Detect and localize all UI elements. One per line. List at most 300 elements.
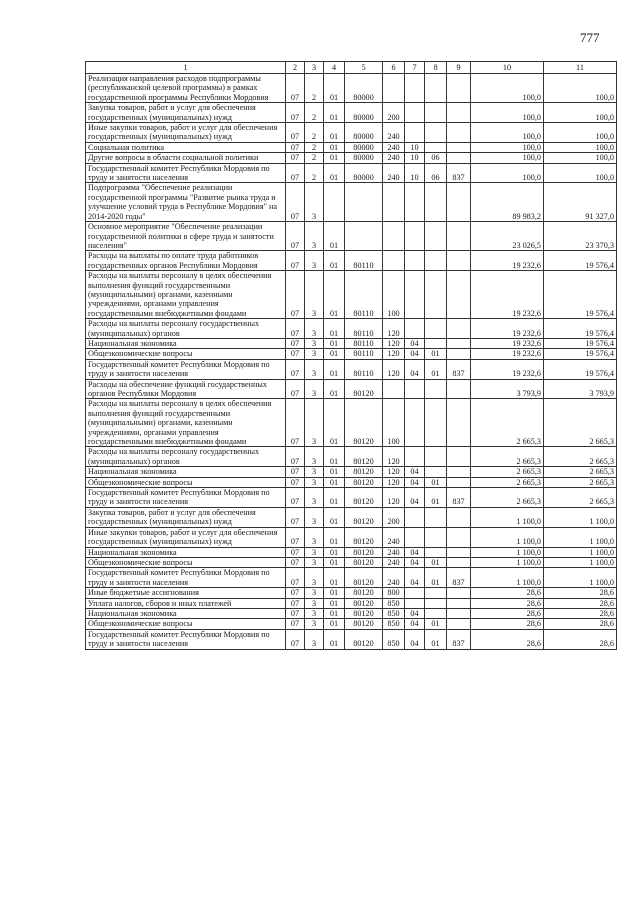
code-section bbox=[405, 588, 425, 598]
code-section bbox=[405, 271, 425, 319]
code-program: 3 bbox=[305, 379, 324, 399]
code-expense-type: 850 bbox=[383, 629, 405, 649]
amount-col-10: 28,6 bbox=[471, 608, 544, 618]
row-name: Реализация направления расходов подпрограммы (республиканской целевой программы) в рамках государственной программы Республики Мордовия bbox=[86, 74, 286, 103]
code-subprogram: 01 bbox=[324, 598, 345, 608]
table-row bbox=[86, 598, 617, 608]
code-direction: 80000 bbox=[345, 123, 383, 143]
code-department bbox=[447, 527, 471, 547]
code-subprogram: 01 bbox=[324, 447, 345, 467]
amount-col-11: 28,6 bbox=[544, 598, 617, 608]
amount-col-10: 2 665,3 bbox=[471, 467, 544, 477]
amount-col-10: 1 100,0 bbox=[471, 568, 544, 588]
code-subprogram: 01 bbox=[324, 271, 345, 319]
amount-col-10: 1 100,0 bbox=[471, 547, 544, 557]
amount-col-11: 100,0 bbox=[544, 74, 617, 103]
code-subprogram: 01 bbox=[324, 399, 345, 447]
row-name: Государственный комитет Республики Мордовия по труду и занятости населения bbox=[86, 359, 286, 379]
code-ministry: 07 bbox=[286, 74, 305, 103]
code-ministry: 07 bbox=[286, 557, 305, 567]
code-section bbox=[405, 507, 425, 527]
code-ministry: 07 bbox=[286, 477, 305, 487]
code-expense-type: 850 bbox=[383, 608, 405, 618]
code-ministry: 07 bbox=[286, 619, 305, 629]
code-subsection bbox=[425, 608, 447, 618]
code-department bbox=[447, 598, 471, 608]
row-name: Расходы на выплаты персоналу государственных (муниципальных) органов bbox=[86, 319, 286, 339]
code-ministry: 07 bbox=[286, 142, 305, 152]
code-direction: 80000 bbox=[345, 74, 383, 103]
code-department bbox=[447, 222, 471, 251]
code-subprogram: 01 bbox=[324, 222, 345, 251]
row-name: Национальная экономика bbox=[86, 608, 286, 618]
amount-col-10: 100,0 bbox=[471, 142, 544, 152]
column-header: 11 bbox=[544, 62, 617, 74]
code-subsection bbox=[425, 399, 447, 447]
code-direction: 80120 bbox=[345, 379, 383, 399]
table-row bbox=[86, 547, 617, 557]
code-subprogram: 01 bbox=[324, 488, 345, 508]
column-header: 10 bbox=[471, 62, 544, 74]
code-ministry: 07 bbox=[286, 608, 305, 618]
table-body bbox=[86, 74, 617, 650]
code-subprogram: 01 bbox=[324, 629, 345, 649]
amount-col-10: 19 232,6 bbox=[471, 349, 544, 359]
amount-col-10: 3 793,9 bbox=[471, 379, 544, 399]
code-subprogram: 01 bbox=[324, 547, 345, 557]
code-expense-type: 120 bbox=[383, 359, 405, 379]
amount-col-11: 100,0 bbox=[544, 153, 617, 163]
code-ministry: 07 bbox=[286, 488, 305, 508]
code-expense-type: 120 bbox=[383, 467, 405, 477]
code-expense-type bbox=[383, 379, 405, 399]
amount-col-10: 28,6 bbox=[471, 629, 544, 649]
code-section: 04 bbox=[405, 619, 425, 629]
code-section: 04 bbox=[405, 338, 425, 348]
code-expense-type: 200 bbox=[383, 103, 405, 123]
column-header: 8 bbox=[425, 62, 447, 74]
code-subsection: 01 bbox=[425, 557, 447, 567]
code-expense-type: 240 bbox=[383, 153, 405, 163]
code-ministry: 07 bbox=[286, 588, 305, 598]
code-direction: 80110 bbox=[345, 338, 383, 348]
table-row bbox=[86, 527, 617, 547]
code-ministry: 07 bbox=[286, 338, 305, 348]
code-ministry: 07 bbox=[286, 629, 305, 649]
code-department bbox=[447, 142, 471, 152]
code-subsection: 01 bbox=[425, 477, 447, 487]
table-row bbox=[86, 608, 617, 618]
code-expense-type: 240 bbox=[383, 123, 405, 143]
code-subsection: 01 bbox=[425, 359, 447, 379]
budget-table bbox=[85, 61, 617, 650]
code-subsection bbox=[425, 447, 447, 467]
code-program: 3 bbox=[305, 349, 324, 359]
table-row bbox=[86, 338, 617, 348]
code-subsection: 01 bbox=[425, 349, 447, 359]
code-direction: 80120 bbox=[345, 598, 383, 608]
code-department bbox=[447, 74, 471, 103]
code-section: 04 bbox=[405, 608, 425, 618]
code-program: 3 bbox=[305, 183, 324, 222]
code-subsection: 01 bbox=[425, 629, 447, 649]
table-row bbox=[86, 153, 617, 163]
code-program: 3 bbox=[305, 619, 324, 629]
amount-col-11: 19 576,4 bbox=[544, 251, 617, 271]
code-program: 3 bbox=[305, 251, 324, 271]
code-ministry: 07 bbox=[286, 103, 305, 123]
code-subsection bbox=[425, 598, 447, 608]
column-header: 3 bbox=[305, 62, 324, 74]
code-program: 2 bbox=[305, 103, 324, 123]
code-subprogram: 01 bbox=[324, 588, 345, 598]
code-department bbox=[447, 103, 471, 123]
amount-col-10: 28,6 bbox=[471, 619, 544, 629]
code-section: 04 bbox=[405, 547, 425, 557]
table-row bbox=[86, 183, 617, 222]
code-expense-type: 120 bbox=[383, 338, 405, 348]
code-subsection bbox=[425, 103, 447, 123]
amount-col-11: 1 100,0 bbox=[544, 547, 617, 557]
code-program: 3 bbox=[305, 477, 324, 487]
code-subsection bbox=[425, 547, 447, 557]
code-program: 3 bbox=[305, 488, 324, 508]
code-program: 3 bbox=[305, 507, 324, 527]
column-header: 2 bbox=[286, 62, 305, 74]
code-section bbox=[405, 123, 425, 143]
code-program: 3 bbox=[305, 222, 324, 251]
code-section: 04 bbox=[405, 557, 425, 567]
code-ministry: 07 bbox=[286, 547, 305, 557]
amount-col-11: 3 793,9 bbox=[544, 379, 617, 399]
row-name: Расходы на обеспечение функций государственных органов Республики Мордовия bbox=[86, 379, 286, 399]
code-program: 3 bbox=[305, 598, 324, 608]
page-number: 777 bbox=[580, 30, 600, 45]
code-program: 3 bbox=[305, 319, 324, 339]
code-section bbox=[405, 379, 425, 399]
code-department bbox=[447, 507, 471, 527]
code-expense-type: 120 bbox=[383, 488, 405, 508]
code-expense-type: 120 bbox=[383, 477, 405, 487]
code-program: 2 bbox=[305, 163, 324, 183]
code-direction bbox=[345, 222, 383, 251]
code-department: 837 bbox=[447, 629, 471, 649]
code-ministry: 07 bbox=[286, 271, 305, 319]
code-direction: 80120 bbox=[345, 547, 383, 557]
code-section bbox=[405, 251, 425, 271]
code-program: 3 bbox=[305, 338, 324, 348]
code-subsection: 06 bbox=[425, 163, 447, 183]
row-name: Общеэкономические вопросы bbox=[86, 349, 286, 359]
code-ministry: 07 bbox=[286, 527, 305, 547]
code-subsection bbox=[425, 319, 447, 339]
code-program: 3 bbox=[305, 568, 324, 588]
code-direction: 80120 bbox=[345, 619, 383, 629]
code-section bbox=[405, 183, 425, 222]
code-subsection bbox=[425, 588, 447, 598]
amount-col-10: 2 665,3 bbox=[471, 399, 544, 447]
amount-col-11: 1 100,0 bbox=[544, 557, 617, 567]
code-direction: 80000 bbox=[345, 163, 383, 183]
code-subsection: 01 bbox=[425, 488, 447, 508]
amount-col-10: 19 232,6 bbox=[471, 359, 544, 379]
code-expense-type: 100 bbox=[383, 399, 405, 447]
code-subprogram: 01 bbox=[324, 608, 345, 618]
code-ministry: 07 bbox=[286, 447, 305, 467]
code-expense-type: 240 bbox=[383, 142, 405, 152]
amount-col-10: 19 232,6 bbox=[471, 319, 544, 339]
code-direction: 80120 bbox=[345, 477, 383, 487]
amount-col-11: 100,0 bbox=[544, 163, 617, 183]
code-program: 2 bbox=[305, 153, 324, 163]
amount-col-10: 1 100,0 bbox=[471, 507, 544, 527]
amount-col-10: 2 665,3 bbox=[471, 447, 544, 467]
code-subsection bbox=[425, 467, 447, 477]
code-direction: 80110 bbox=[345, 251, 383, 271]
code-program: 3 bbox=[305, 271, 324, 319]
column-header: 9 bbox=[447, 62, 471, 74]
code-subprogram: 01 bbox=[324, 477, 345, 487]
table-row bbox=[86, 103, 617, 123]
code-expense-type: 240 bbox=[383, 163, 405, 183]
code-subsection bbox=[425, 527, 447, 547]
code-program: 2 bbox=[305, 142, 324, 152]
code-subprogram: 01 bbox=[324, 153, 345, 163]
code-subprogram: 01 bbox=[324, 163, 345, 183]
code-subprogram: 01 bbox=[324, 103, 345, 123]
code-expense-type bbox=[383, 183, 405, 222]
code-department bbox=[447, 608, 471, 618]
row-name: Государственный комитет Республики Мордовия по труду и занятости населения bbox=[86, 488, 286, 508]
code-subprogram: 01 bbox=[324, 338, 345, 348]
row-name: Общеэкономические вопросы bbox=[86, 477, 286, 487]
amount-col-11: 1 100,0 bbox=[544, 568, 617, 588]
amount-col-11: 2 665,3 bbox=[544, 447, 617, 467]
amount-col-11: 100,0 bbox=[544, 123, 617, 143]
code-department bbox=[447, 588, 471, 598]
code-department bbox=[447, 271, 471, 319]
code-ministry: 07 bbox=[286, 568, 305, 588]
amount-col-10: 19 232,6 bbox=[471, 251, 544, 271]
code-department bbox=[447, 447, 471, 467]
column-header: 4 bbox=[324, 62, 345, 74]
code-program: 3 bbox=[305, 447, 324, 467]
code-program: 3 bbox=[305, 547, 324, 557]
code-section bbox=[405, 222, 425, 251]
row-name: Другие вопросы в области социальной политики bbox=[86, 153, 286, 163]
code-subprogram: 01 bbox=[324, 467, 345, 477]
code-ministry: 07 bbox=[286, 399, 305, 447]
code-ministry: 07 bbox=[286, 319, 305, 339]
code-expense-type: 240 bbox=[383, 527, 405, 547]
code-direction: 80110 bbox=[345, 349, 383, 359]
code-subsection bbox=[425, 338, 447, 348]
code-section bbox=[405, 399, 425, 447]
amount-col-10: 1 100,0 bbox=[471, 527, 544, 547]
amount-col-11: 2 665,3 bbox=[544, 488, 617, 508]
code-subprogram: 01 bbox=[324, 507, 345, 527]
table-row bbox=[86, 349, 617, 359]
row-name: Расходы на выплаты персоналу государственных (муниципальных) органов bbox=[86, 447, 286, 467]
table-row bbox=[86, 271, 617, 319]
row-name: Закупка товаров, работ и услуг для обеспечения государственных (муниципальных) нужд bbox=[86, 507, 286, 527]
table-row bbox=[86, 163, 617, 183]
code-direction: 80000 bbox=[345, 103, 383, 123]
amount-col-11: 28,6 bbox=[544, 608, 617, 618]
amount-col-11: 28,6 bbox=[544, 619, 617, 629]
amount-col-10: 28,6 bbox=[471, 598, 544, 608]
code-expense-type: 200 bbox=[383, 507, 405, 527]
code-program: 3 bbox=[305, 399, 324, 447]
row-name: Закупка товаров, работ и услуг для обеспечения государственных (муниципальных) нужд bbox=[86, 103, 286, 123]
table-row bbox=[86, 507, 617, 527]
code-expense-type: 120 bbox=[383, 319, 405, 339]
row-name: Иные бюджетные ассигнования bbox=[86, 588, 286, 598]
code-program: 3 bbox=[305, 359, 324, 379]
code-ministry: 07 bbox=[286, 379, 305, 399]
table-row bbox=[86, 142, 617, 152]
code-expense-type: 240 bbox=[383, 547, 405, 557]
row-name: Расходы на выплаты по оплате труда работников государственных органов Республики Мордовия bbox=[86, 251, 286, 271]
code-ministry: 07 bbox=[286, 183, 305, 222]
amount-col-11: 19 576,4 bbox=[544, 319, 617, 339]
table-row bbox=[86, 123, 617, 143]
code-direction: 80120 bbox=[345, 568, 383, 588]
code-department bbox=[447, 547, 471, 557]
code-direction: 80120 bbox=[345, 488, 383, 508]
table-row bbox=[86, 557, 617, 567]
code-expense-type: 800 bbox=[383, 588, 405, 598]
code-subsection bbox=[425, 251, 447, 271]
code-section: 04 bbox=[405, 477, 425, 487]
code-subsection: 01 bbox=[425, 568, 447, 588]
code-ministry: 07 bbox=[286, 222, 305, 251]
amount-col-11: 100,0 bbox=[544, 142, 617, 152]
code-expense-type: 240 bbox=[383, 557, 405, 567]
code-section: 04 bbox=[405, 467, 425, 477]
code-program: 3 bbox=[305, 467, 324, 477]
code-ministry: 07 bbox=[286, 359, 305, 379]
code-direction: 80110 bbox=[345, 319, 383, 339]
amount-col-10: 28,6 bbox=[471, 588, 544, 598]
code-department: 837 bbox=[447, 488, 471, 508]
amount-col-10: 100,0 bbox=[471, 153, 544, 163]
row-name: Социальная политика bbox=[86, 142, 286, 152]
row-name: Расходы на выплаты персоналу в целях обеспечения выполнения функций государственными (муниципальными) органами, казенными учреждениями, органами управления государственными внебюджетными фондами bbox=[86, 271, 286, 319]
code-ministry: 07 bbox=[286, 349, 305, 359]
row-name: Национальная экономика bbox=[86, 467, 286, 477]
amount-col-11: 91 327,0 bbox=[544, 183, 617, 222]
code-subprogram: 01 bbox=[324, 568, 345, 588]
code-direction: 80120 bbox=[345, 629, 383, 649]
code-direction: 80120 bbox=[345, 399, 383, 447]
row-name: Расходы на выплаты персоналу в целях обеспечения выполнения функций государственными (муниципальными) органами, казенными учреждениями, органами управления государственными внебюджетными фондами bbox=[86, 399, 286, 447]
code-section: 04 bbox=[405, 629, 425, 649]
row-name: Национальная экономика bbox=[86, 338, 286, 348]
code-expense-type: 850 bbox=[383, 598, 405, 608]
code-direction: 80000 bbox=[345, 153, 383, 163]
code-expense-type: 120 bbox=[383, 447, 405, 467]
code-section: 04 bbox=[405, 349, 425, 359]
code-ministry: 07 bbox=[286, 507, 305, 527]
code-department: 837 bbox=[447, 568, 471, 588]
code-direction: 80120 bbox=[345, 557, 383, 567]
table-row bbox=[86, 74, 617, 103]
code-program: 3 bbox=[305, 557, 324, 567]
code-subsection bbox=[425, 507, 447, 527]
table-row bbox=[86, 467, 617, 477]
amount-col-10: 19 232,6 bbox=[471, 338, 544, 348]
code-subprogram: 01 bbox=[324, 557, 345, 567]
column-header: 7 bbox=[405, 62, 425, 74]
code-section: 04 bbox=[405, 488, 425, 508]
code-section: 10 bbox=[405, 142, 425, 152]
amount-col-11: 28,6 bbox=[544, 629, 617, 649]
code-section bbox=[405, 598, 425, 608]
amount-col-10: 1 100,0 bbox=[471, 557, 544, 567]
table-row bbox=[86, 319, 617, 339]
code-ministry: 07 bbox=[286, 467, 305, 477]
code-subsection: 01 bbox=[425, 619, 447, 629]
table-row bbox=[86, 488, 617, 508]
table-row bbox=[86, 379, 617, 399]
table-row bbox=[86, 251, 617, 271]
table-row bbox=[86, 359, 617, 379]
row-name: Государственный комитет Республики Мордовия по труду и занятости населения bbox=[86, 163, 286, 183]
code-direction bbox=[345, 183, 383, 222]
code-subprogram: 01 bbox=[324, 527, 345, 547]
code-department bbox=[447, 619, 471, 629]
code-expense-type bbox=[383, 74, 405, 103]
code-program: 3 bbox=[305, 527, 324, 547]
column-header: 6 bbox=[383, 62, 405, 74]
row-name: Государственный комитет Республики Мордовия по труду и занятости населения bbox=[86, 568, 286, 588]
code-direction: 80120 bbox=[345, 527, 383, 547]
amount-col-10: 23 026,5 bbox=[471, 222, 544, 251]
amount-col-11: 100,0 bbox=[544, 103, 617, 123]
amount-col-10: 100,0 bbox=[471, 74, 544, 103]
table-row bbox=[86, 568, 617, 588]
code-ministry: 07 bbox=[286, 598, 305, 608]
row-name: Иные закупки товаров, работ и услуг для обеспечения государственных (муниципальных) нужд bbox=[86, 123, 286, 143]
row-name: Общеэкономические вопросы bbox=[86, 619, 286, 629]
table-row bbox=[86, 399, 617, 447]
code-subsection bbox=[425, 271, 447, 319]
row-name: Национальная экономика bbox=[86, 547, 286, 557]
code-direction: 80120 bbox=[345, 467, 383, 477]
code-subprogram: 01 bbox=[324, 251, 345, 271]
code-subsection bbox=[425, 222, 447, 251]
code-section bbox=[405, 527, 425, 547]
code-subsection bbox=[425, 123, 447, 143]
code-department bbox=[447, 399, 471, 447]
code-expense-type bbox=[383, 222, 405, 251]
code-direction: 80120 bbox=[345, 608, 383, 618]
amount-col-11: 28,6 bbox=[544, 588, 617, 598]
code-subsection bbox=[425, 379, 447, 399]
code-ministry: 07 bbox=[286, 123, 305, 143]
code-ministry: 07 bbox=[286, 153, 305, 163]
code-ministry: 07 bbox=[286, 251, 305, 271]
code-subprogram: 01 bbox=[324, 349, 345, 359]
row-name: Подпрограмма "Обеспечение реализации государственной программы "Развитие рынка труда и улучшение условий труда в Республике Мордовия" на 2014-2020 годы" bbox=[86, 183, 286, 222]
table-row bbox=[86, 447, 617, 467]
table-row bbox=[86, 629, 617, 649]
code-expense-type: 100 bbox=[383, 271, 405, 319]
code-section: 04 bbox=[405, 359, 425, 379]
code-direction: 80000 bbox=[345, 142, 383, 152]
amount-col-10: 2 665,3 bbox=[471, 488, 544, 508]
